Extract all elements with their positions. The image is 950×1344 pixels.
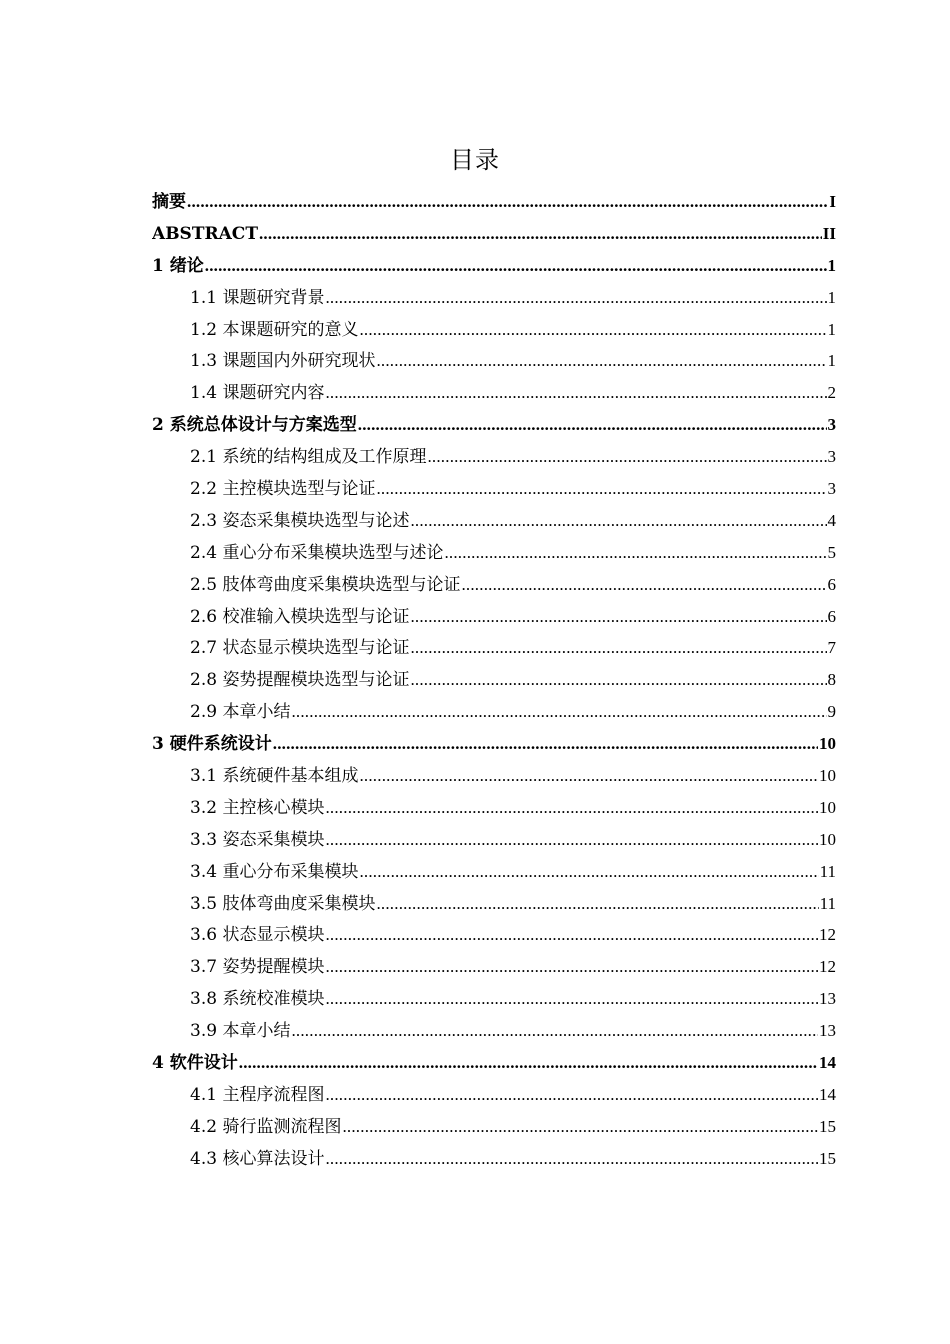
toc-dot-leader — [291, 696, 826, 728]
toc-page-number: 10 — [819, 797, 836, 817]
toc-entry-title: 2.2 主控模块选型与论证 — [190, 479, 376, 500]
toc-page-number: 15 — [819, 1116, 836, 1136]
toc-dot-leader — [239, 1047, 818, 1079]
toc-entry-section[interactable] — [152, 505, 836, 537]
toc-entry-title: 3.1 系统硬件基本组成 — [190, 766, 359, 787]
toc-entry-section[interactable] — [152, 792, 836, 824]
toc-page-number: 1 — [827, 287, 836, 307]
toc-entry-title: 2.4 重心分布采集模块选型与述论 — [190, 542, 444, 563]
toc-entry-chapter[interactable] — [152, 218, 836, 250]
toc-entry-section[interactable] — [152, 314, 836, 346]
toc-dot-leader — [273, 728, 818, 760]
toc-dot-leader — [410, 505, 826, 537]
toc-page-number: 12 — [819, 925, 836, 945]
toc-dot-leader — [291, 1015, 818, 1047]
toc-entry-title: 3.7 姿势提醒模块 — [190, 957, 325, 978]
toc-entry-title: 1.2 本课题研究的意义 — [190, 319, 359, 340]
toc-page-number: 3 — [827, 447, 836, 467]
toc-entry-section[interactable] — [152, 601, 836, 633]
toc-entry-section[interactable] — [152, 951, 836, 983]
toc-entry-title: 2.3 姿态采集模块选型与论述 — [190, 510, 410, 531]
toc-page-number: 1 — [827, 319, 836, 339]
toc-entry-section[interactable] — [152, 1143, 836, 1175]
toc-dot-leader — [205, 250, 827, 282]
toc-dot-leader — [410, 632, 826, 664]
toc-dot-leader — [325, 951, 818, 983]
toc-entry-title: 1.3 课题国内外研究现状 — [190, 351, 376, 372]
toc-page-number: 14 — [819, 1053, 836, 1073]
toc-entry-section[interactable] — [152, 473, 836, 505]
toc-entry-title: 摘要 — [152, 192, 186, 212]
toc-dot-leader — [444, 537, 826, 569]
toc-page-number: 6 — [827, 606, 836, 626]
toc-dot-leader — [376, 888, 818, 920]
toc-entry-title: 3.5 肢体弯曲度采集模块 — [190, 893, 376, 914]
toc-dot-leader — [325, 282, 826, 314]
toc-dot-leader — [359, 314, 826, 346]
toc-entry-section[interactable] — [152, 632, 836, 664]
toc-page-number: 13 — [819, 989, 836, 1009]
toc-page-number: 1 — [827, 351, 836, 371]
toc-entry-section[interactable] — [152, 441, 836, 473]
toc-dot-leader — [325, 919, 818, 951]
toc-dot-leader — [325, 377, 826, 409]
toc-dot-leader — [376, 473, 826, 505]
toc-dot-leader — [410, 601, 826, 633]
toc-dot-leader — [358, 409, 827, 441]
toc-entry-section[interactable] — [152, 1079, 836, 1111]
toc-entry-section[interactable] — [152, 856, 836, 888]
toc-entry-title: 4.2 骑行监测流程图 — [190, 1116, 342, 1137]
toc-dot-leader — [325, 792, 818, 824]
toc-page-number: 2 — [827, 383, 836, 403]
toc-page-number: 11 — [819, 893, 836, 913]
toc-page-number: 3 — [827, 479, 836, 499]
toc-entry-title: 1.1 课题研究背景 — [190, 287, 325, 308]
toc-entry-chapter[interactable] — [152, 1047, 836, 1079]
toc-entry-title: 1.4 课题研究内容 — [190, 383, 325, 404]
toc-dot-leader — [461, 569, 826, 601]
toc-page-number: II — [822, 223, 836, 243]
toc-entry-chapter[interactable] — [152, 250, 836, 282]
toc-entry-section[interactable] — [152, 377, 836, 409]
toc-title: 目录 — [450, 146, 500, 174]
toc-entry-chapter[interactable] — [152, 728, 836, 760]
toc-entry-title: 2.6 校准输入模块选型与论证 — [190, 606, 410, 627]
toc-entry-section[interactable] — [152, 760, 836, 792]
toc-page-number: 3 — [827, 415, 836, 435]
toc-entry-title: 1 绪论 — [152, 255, 204, 276]
toc-dot-leader — [427, 441, 826, 473]
toc-page-number: I — [829, 192, 836, 211]
toc-entry-section[interactable] — [152, 282, 836, 314]
toc-page-number: 8 — [827, 670, 836, 690]
toc-page-number: 13 — [819, 1021, 836, 1041]
toc-page-number: 14 — [819, 1084, 836, 1104]
toc-page-number: 11 — [819, 861, 836, 881]
toc-dot-leader — [259, 218, 822, 250]
toc-entry-title: 3.8 系统校准模块 — [190, 989, 325, 1010]
toc-dot-leader — [325, 1079, 818, 1111]
toc-entry-title: 3.9 本章小结 — [190, 1021, 291, 1042]
toc-entry-title: 2.5 肢体弯曲度采集模块选型与论证 — [190, 574, 461, 595]
toc-dot-leader — [359, 760, 818, 792]
toc-dot-leader — [187, 186, 828, 218]
toc-page-number: 15 — [819, 1148, 836, 1168]
toc-entry-title: 2.7 状态显示模块选型与论证 — [190, 638, 410, 659]
toc-entry-title: 2.9 本章小结 — [190, 702, 291, 723]
toc-dot-leader — [410, 664, 826, 696]
toc-entry-chapter[interactable] — [152, 186, 836, 218]
toc-entry-section[interactable] — [152, 345, 836, 377]
toc-entry-chapter[interactable] — [152, 409, 836, 441]
toc-entry-title: 4 软件设计 — [152, 1053, 238, 1074]
toc-entry-title: 3 硬件系统设计 — [152, 734, 272, 755]
toc-entry-title: 3.4 重心分布采集模块 — [190, 861, 359, 882]
table-of-contents — [152, 186, 836, 1175]
toc-entry-section[interactable] — [152, 888, 836, 920]
toc-entry-section[interactable] — [152, 983, 836, 1015]
toc-page-number: 1 — [827, 255, 836, 275]
toc-dot-leader — [325, 983, 818, 1015]
toc-page-number: 10 — [819, 734, 836, 754]
toc-entry-title: 2.8 姿势提醒模块选型与论证 — [190, 670, 410, 691]
toc-page-number: 12 — [819, 957, 836, 977]
toc-entry-section[interactable] — [152, 824, 836, 856]
toc-page-number: 9 — [827, 702, 836, 722]
toc-entry-section[interactable] — [152, 664, 836, 696]
toc-page-number: 4 — [827, 510, 836, 530]
toc-dot-leader — [376, 345, 826, 377]
toc-entry-section[interactable] — [152, 1111, 836, 1143]
toc-page-number: 6 — [827, 574, 836, 594]
toc-page-number: 10 — [819, 829, 836, 849]
toc-page-number: 5 — [827, 542, 836, 562]
toc-entry-title: 3.6 状态显示模块 — [190, 925, 325, 946]
toc-dot-leader — [359, 856, 818, 888]
toc-entry-title: 4.3 核心算法设计 — [190, 1148, 325, 1169]
toc-entry-title: 3.2 主控核心模块 — [190, 797, 325, 818]
toc-entry-title: ABSTRACT — [152, 223, 258, 244]
toc-entry-section[interactable] — [152, 569, 836, 601]
toc-dot-leader — [342, 1111, 818, 1143]
toc-page-number: 7 — [827, 638, 836, 658]
toc-entry-section[interactable] — [152, 919, 836, 951]
toc-entry-title: 2.1 系统的结构组成及工作原理 — [190, 447, 427, 468]
toc-entry-title: 4.1 主程序流程图 — [190, 1084, 325, 1105]
toc-entry-section[interactable] — [152, 537, 836, 569]
toc-dot-leader — [325, 1143, 818, 1175]
toc-entry-title: 3.3 姿态采集模块 — [190, 829, 325, 850]
toc-entry-title: 2 系统总体设计与方案选型 — [152, 415, 357, 436]
toc-entry-section[interactable] — [152, 1015, 836, 1047]
toc-dot-leader — [325, 824, 818, 856]
toc-page-number: 10 — [819, 766, 836, 786]
toc-entry-section[interactable] — [152, 696, 836, 728]
